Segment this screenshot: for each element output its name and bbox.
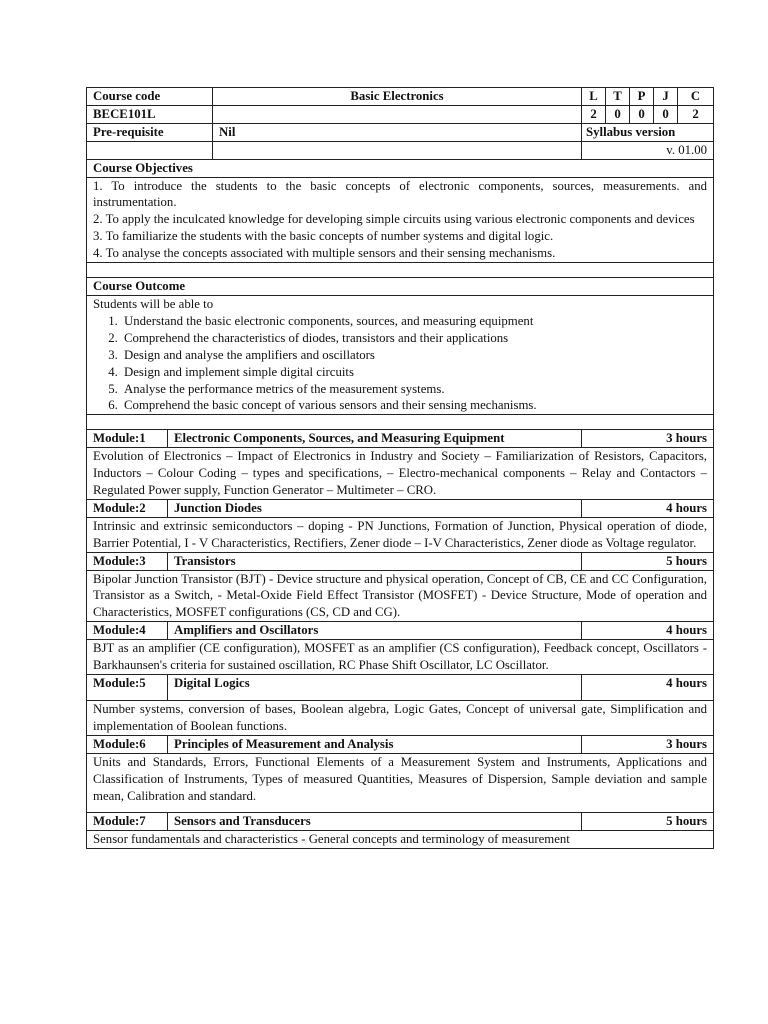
module-4-content-row [87, 640, 714, 675]
module-title: Transistors [168, 552, 582, 570]
module-6-content-row [87, 753, 714, 813]
outcome-item: 4. Design and implement simple digital circuits [121, 364, 707, 381]
ltpjc-value-l: 2 [582, 105, 606, 123]
module-hours: 5 hours [582, 552, 714, 570]
spacer-row [87, 263, 714, 278]
module-3-content-row [87, 570, 714, 622]
course-title: Basic Electronics [213, 88, 582, 106]
outcome-item: 2. Comprehend the characteristics of diodes, transistors and their applications [121, 330, 707, 347]
module-label: Module:2 [87, 499, 168, 517]
objectives-title-row [87, 159, 714, 177]
ltpjc-value-c: 2 [678, 105, 714, 123]
module-hours: 3 hours [582, 735, 714, 753]
module-1-header [87, 430, 714, 448]
module-5-header [87, 675, 714, 701]
ltpjc-value-t: 0 [606, 105, 630, 123]
header-row-prereq [87, 123, 714, 141]
module-6-header [87, 735, 714, 753]
empty-cell [213, 141, 582, 159]
module-label: Module:7 [87, 813, 168, 831]
module-content: Intrinsic and extrinsic semiconductors – doping - PN Junctions, Formation of Junction, Physical operation of diode, Barrier Potential, I - V Characteristics, Rectifiers, Zener diode – I-V Characteristics, Zener diode as Voltage regulator. [87, 517, 714, 552]
module-content: Number systems, conversion of bases, Boolean algebra, Logic Gates, Concept of universal gate, Simplification and implementation of Boolean functions. [87, 701, 714, 736]
ltpjc-label-l: L [582, 88, 606, 106]
outcomes-title: Course Outcome [87, 278, 714, 296]
outcomes-intro: Students will be able to [93, 296, 214, 311]
syllabus-document [86, 87, 713, 849]
outcome-item: 6. Comprehend the basic concept of various sensors and their sensing mechanisms. [121, 397, 707, 414]
empty-cell [213, 105, 582, 123]
prereq-value: Nil [213, 123, 582, 141]
objective-item: 2. To apply the inculcated knowledge for developing simple circuits using various electronic components and devices [93, 212, 695, 227]
module-7-content-row [87, 831, 714, 849]
objective-item: 3. To familiarize the students with the basic concepts of number systems and digital logic. [93, 229, 554, 244]
syllabus-version-value: v. 01.00 [582, 141, 714, 159]
module-title: Amplifiers and Oscillators [168, 622, 582, 640]
prereq-label: Pre-requisite [87, 123, 213, 141]
module-content: Bipolar Junction Transistor (BJT) - Device structure and physical operation, Concept of CB, CE and CC Configuration, Transistor as a Switch, - Metal-Oxide Field Effect Transistor (MOSFET) - Device Structure, Mode of operation and Characteristics, MOSFET configurations (CS, CD and CG). [87, 570, 714, 622]
header-row-version [87, 141, 714, 159]
ltpjc-value-j: 0 [654, 105, 678, 123]
objective-item: 1. To introduce the students to the basic concepts of electronic components, sources, measurements. and instrumentation. [93, 178, 708, 210]
module-hours: 3 hours [582, 430, 714, 448]
ltpjc-label-t: T [606, 88, 630, 106]
outcomes-body-row [87, 295, 714, 414]
objectives-title: Course Objectives [87, 159, 714, 177]
course-code: BECE101L [87, 105, 213, 123]
module-title: Sensors and Transducers [168, 813, 582, 831]
spacer-row [87, 415, 714, 430]
module-3-header [87, 552, 714, 570]
module-title: Electronic Components, Sources, and Measuring Equipment [168, 430, 582, 448]
module-title: Junction Diodes [168, 499, 582, 517]
objective-item: 4. To analyse the concepts associated with multiple sensors and their sensing mechanisms. [93, 246, 556, 261]
outcome-item: 1. Understand the basic electronic components, sources, and measuring equipment [121, 313, 707, 330]
module-label: Module:5 [87, 675, 168, 701]
objectives-body [87, 177, 714, 263]
module-2-content-row [87, 517, 714, 552]
syllabus-version-label: Syllabus version [582, 123, 714, 141]
ltpjc-label-p: P [630, 88, 654, 106]
module-2-header [87, 499, 714, 517]
module-content: BJT as an amplifier (CE configuration), MOSFET as an amplifier (CS configuration), Feedback concept, Oscillators - Barkhaunsen's criteria for sustained oscillation, RC Phase Shift Oscillator, LC Oscillator. [87, 640, 714, 675]
module-content: Units and Standards, Errors, Functional Elements of a Measurement System and Instruments, Applications and Classification of Instruments, Types of measured Quantities, Measures of Dispersion, Sample deviation and sample mean, Calibration and standard. [87, 753, 714, 813]
empty-cell [87, 141, 213, 159]
module-hours: 4 hours [582, 499, 714, 517]
outcome-item: 5. Analyse the performance metrics of the measurement systems. [121, 381, 707, 398]
outcomes-title-row [87, 278, 714, 296]
syllabus-table [86, 87, 714, 849]
module-hours: 4 hours [582, 622, 714, 640]
course-code-label: Course code [87, 88, 213, 106]
header-row-title [87, 88, 714, 106]
module-content: Evolution of Electronics – Impact of Electronics in Industry and Society – Familiarization of Resistors, Capacitors, Inductors – Colour Coding – types and specifications, – Electro-mechanical components – Relay and Contactors – Regulated Power supply, Function Generator – Multimeter – CRO. [87, 448, 714, 500]
outcome-item: 3. Design and analyse the amplifiers and oscillators [121, 347, 707, 364]
module-title: Digital Logics [168, 675, 582, 701]
header-row-code [87, 105, 714, 123]
ltpjc-label-c: C [678, 88, 714, 106]
outcomes-list [93, 313, 707, 414]
outcomes-body [87, 295, 714, 414]
ltpjc-value-p: 0 [630, 105, 654, 123]
module-5-content-row [87, 701, 714, 736]
module-label: Module:6 [87, 735, 168, 753]
module-title: Principles of Measurement and Analysis [168, 735, 582, 753]
module-label: Module:1 [87, 430, 168, 448]
module-label: Module:3 [87, 552, 168, 570]
objectives-body-row [87, 177, 714, 263]
ltpjc-label-j: J [654, 88, 678, 106]
module-label: Module:4 [87, 622, 168, 640]
module-hours: 4 hours [582, 675, 714, 701]
module-content: Sensor fundamentals and characteristics - General concepts and terminology of measurement [87, 831, 714, 849]
module-7-header [87, 813, 714, 831]
module-4-header [87, 622, 714, 640]
module-1-content-row [87, 448, 714, 500]
module-hours: 5 hours [582, 813, 714, 831]
